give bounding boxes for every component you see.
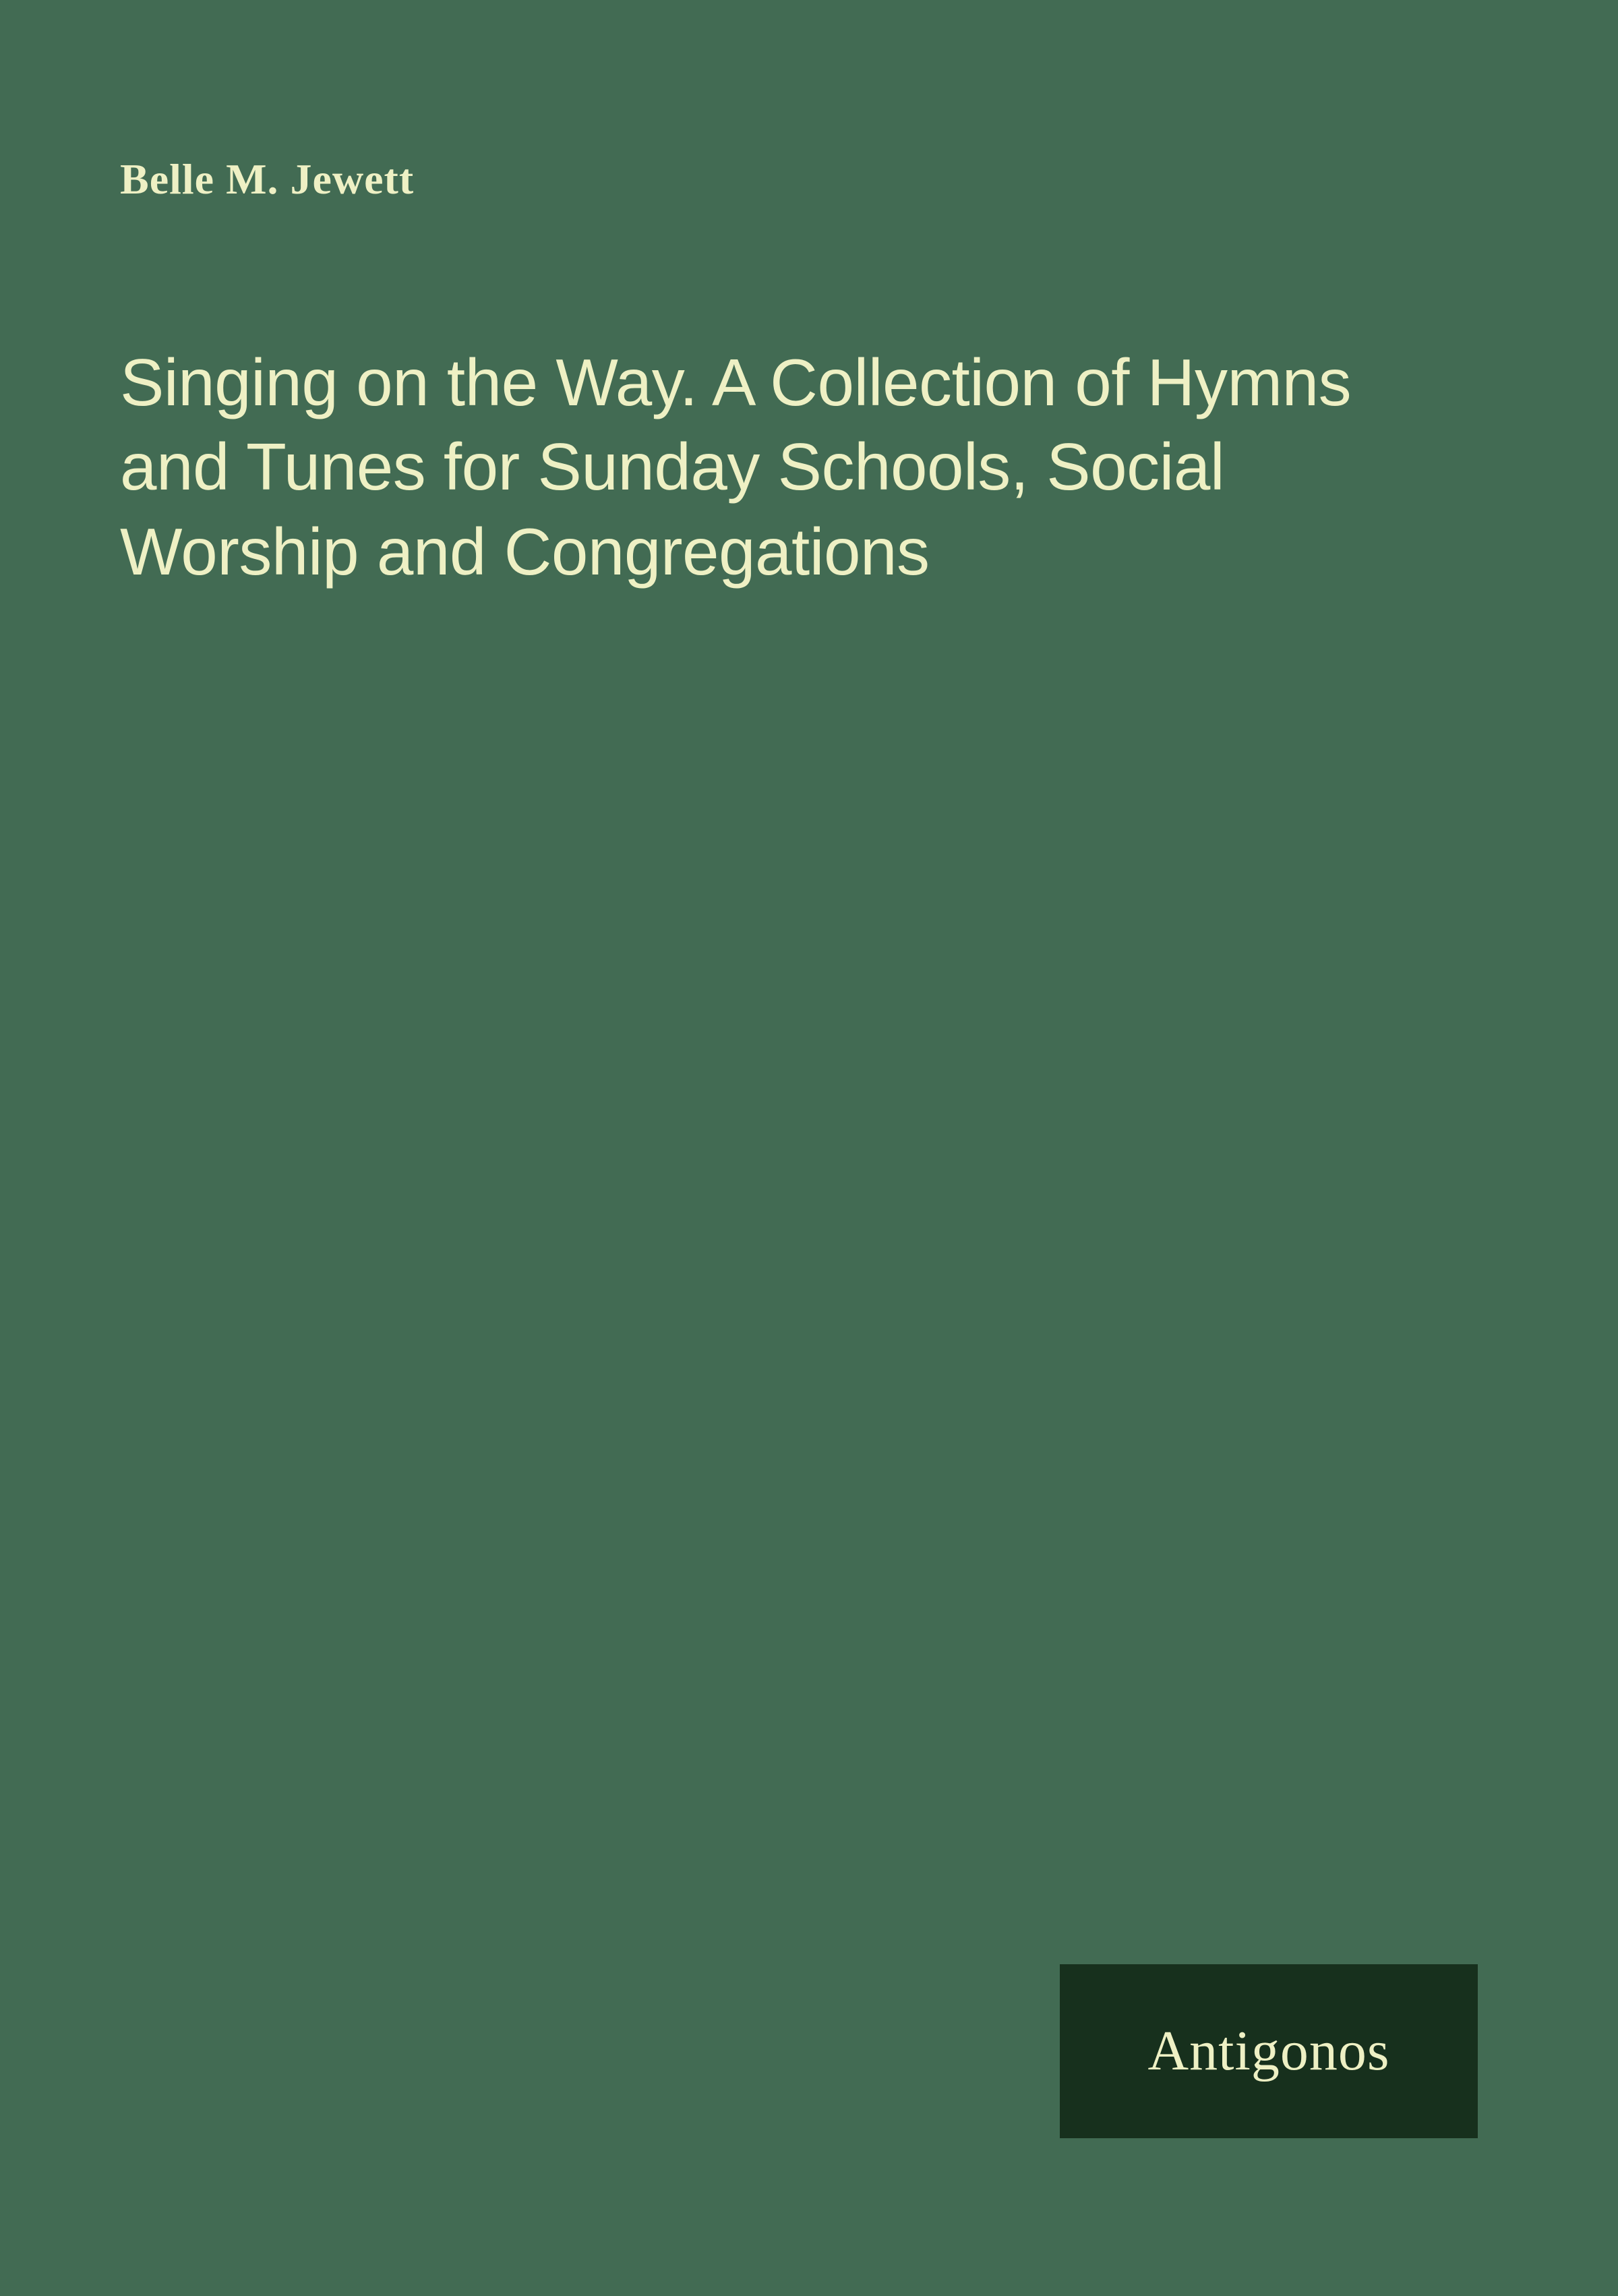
author-name: Belle M. Jewett	[120, 155, 415, 203]
publisher-name: Antigonos	[1147, 2020, 1390, 2082]
publisher-badge	[1060, 1964, 1478, 2138]
book-title: Singing on the Way. A Collection of Hymns and Tunes for Sunday Schools, Social Worship and Congregations	[120, 345, 1352, 589]
